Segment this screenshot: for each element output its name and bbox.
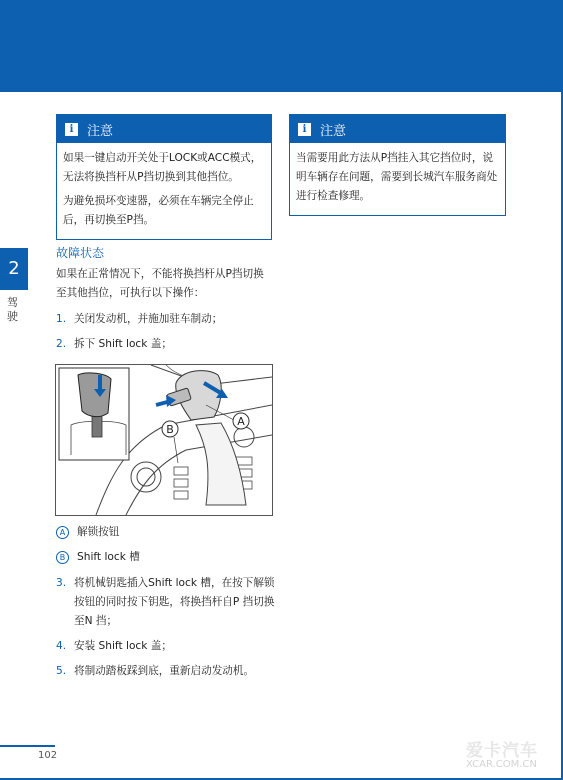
header-band xyxy=(0,0,563,92)
note-box-left xyxy=(56,114,272,240)
shift-lock-illustration xyxy=(55,364,273,516)
shift-lock-drawing xyxy=(56,365,272,515)
chapter-name: 驾驶 xyxy=(7,296,18,323)
note-header xyxy=(290,115,505,143)
callout-a: A xyxy=(237,415,245,428)
section-title: 故障状态 xyxy=(56,246,105,260)
legend-text: 解锁按钮 xyxy=(77,526,120,538)
step-text: 关闭发动机，并施加驻车制动； xyxy=(74,313,223,325)
step-number: 1. xyxy=(56,313,67,325)
info-icon: i xyxy=(298,123,311,136)
note-body xyxy=(290,143,505,215)
step-text: 拆下 Shift lock 盖； xyxy=(74,338,172,350)
step-number: 2. xyxy=(56,338,67,350)
chapter-number-tab: 2 xyxy=(0,248,28,290)
note-paragraph: 为避免损坏变速器，必须在车辆完全停止后，再切换至P挡。 xyxy=(63,195,254,226)
legend-mark: A xyxy=(56,526,69,539)
watermark-url: XCAR.COM.CN xyxy=(466,759,537,770)
section-intro: 如果在正常情况下，不能将换挡杆从P挡切换至其他挡位，可执行以下操作： xyxy=(56,268,264,299)
note-title: 注意 xyxy=(320,123,347,139)
page-number: 102 xyxy=(38,750,58,761)
note-header xyxy=(57,115,271,143)
footer-line xyxy=(0,745,55,747)
step-number: 4. xyxy=(56,640,67,652)
step-item xyxy=(56,574,276,631)
step-item xyxy=(56,335,276,354)
legend-text: Shift lock 槽 xyxy=(77,551,140,563)
step-number: 5. xyxy=(56,665,67,677)
step-item xyxy=(56,310,276,329)
watermark-logo: 爱卡汽车 xyxy=(466,741,538,761)
note-paragraph: 如果一键启动开关处于LOCK或ACC模式，无法将换挡杆从P挡切换到其他挡位。 xyxy=(63,152,262,183)
step-number: 3. xyxy=(56,577,67,589)
legend-mark: B xyxy=(56,551,69,564)
note-title: 注意 xyxy=(87,123,114,139)
note-box-right xyxy=(289,114,506,216)
legend-item xyxy=(56,523,119,542)
step-item xyxy=(56,662,276,681)
step-text: 将机械钥匙插入Shift lock 槽，在按下解锁按钮的同时按下钥匙，将换挡杆自P 挡切换至N 挡； xyxy=(74,577,275,627)
info-icon: i xyxy=(65,123,78,136)
note-paragraph: 当需要用此方法从P挡挂入其它挡位时，说明车辆存在问题，需要到长城汽车服务商处进行检查修理。 xyxy=(296,152,498,202)
step-text: 将制动踏板踩到底，重新启动发动机。 xyxy=(74,665,255,677)
step-item xyxy=(56,637,276,656)
legend-item xyxy=(56,548,140,567)
step-text: 安装 Shift lock 盖； xyxy=(74,640,172,652)
callout-b: B xyxy=(166,423,174,436)
note-body xyxy=(57,143,271,239)
